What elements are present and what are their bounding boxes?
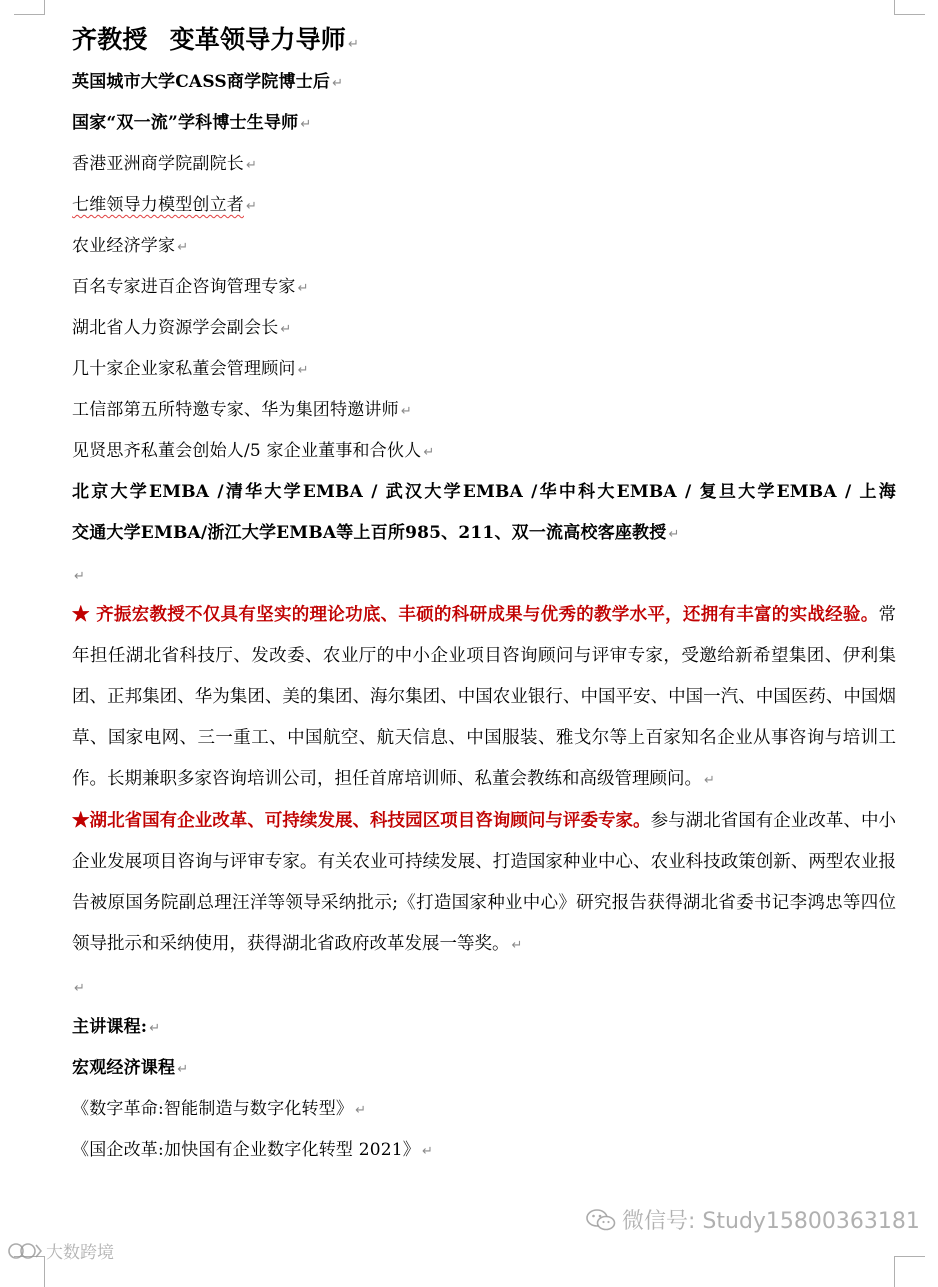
experience-body: 常年担任湖北省科技厅、发改委、农业厅的中小企业项目咨询顾问与评审专家，受邀给新希望集团、伊利集团、正邦集团、华为集团、美的集团、海尔集团、中国农业银行、中国平安、中国一汽、中国医药、中国烟草、国家电网、三一重工、中国航空、航天信息、中国服装、雅戈尔等上百家知名企业从事咨询与培训工作。长期兼职多家咨询培训公司，担任首席培训师、私董会教练和高级管理顾问。 bbox=[72, 605, 896, 789]
document-body[interactable] bbox=[72, 18, 896, 1171]
brand-watermark bbox=[8, 1238, 114, 1263]
crop-mark-bottom-right bbox=[894, 1256, 925, 1287]
paragraph-mark-icon: ↵ bbox=[297, 281, 309, 296]
credential-line: 百名专家进百企咨询管理专家 ↵ bbox=[72, 277, 309, 297]
paragraph-mark-icon: ↵ bbox=[297, 363, 309, 378]
wechat-id-text: 微信号: Study15800363181 bbox=[622, 1209, 920, 1234]
credential-line: 湖北省人力资源学会副会长 ↵ bbox=[72, 318, 292, 338]
course-category: 宏观经济课程 ↵ bbox=[72, 1058, 189, 1078]
paragraph-mark-icon: ↵ bbox=[422, 1144, 434, 1159]
paragraph-mark-icon: ↵ bbox=[149, 1021, 161, 1036]
consulting-body: 参与湖北省国有企业改革、中小企业发展项目咨询与评审专家。有关农业可持续发展、打造国家种业中心、农业科技政策创新、两型农业报告被原国务院副总理汪洋等领导采纳批示;《打造国家种业中心》研究报告获得湖北省委书记李鸿忠等四位领导批示和采纳使用，获得湖北省政府改革发展一等奖。 bbox=[72, 811, 897, 954]
course-item: 《国企改革:加快国有企业数字化转型 2021》 ↵ bbox=[72, 1140, 434, 1160]
credential-line: 几十家企业家私董会管理顾问 ↵ bbox=[72, 359, 309, 379]
paragraph-mark-icon: ↵ bbox=[177, 1062, 189, 1077]
title-name: 齐教授 bbox=[72, 25, 148, 54]
paragraph-mark-icon: ↵ bbox=[332, 76, 344, 91]
universities-line-1: 北京大学EMBA /清华大学EMBA / 武汉大学EMBA /华中科大EMBA / 复旦大学EMBA / 上海 bbox=[72, 482, 896, 502]
paragraph-mark-icon: ↵ bbox=[511, 938, 523, 953]
empty-paragraph bbox=[72, 966, 896, 1007]
courses-heading: 主讲课程: ↵ bbox=[72, 1017, 161, 1037]
credential-line: 七维领导力模型创立者 ↵ bbox=[72, 195, 258, 215]
universities-line-2: 交通大学EMBA/浙江大学EMBA等上百所985、211、双一流高校客座教授 ↵ bbox=[72, 523, 680, 543]
title-role: 变革领导力导师 bbox=[169, 25, 347, 54]
brand-text: 大数跨境 bbox=[46, 1243, 114, 1263]
page-title bbox=[72, 18, 896, 62]
experience-highlight: ★ 齐振宏教授不仅具有坚实的理论功底、丰硕的科研成果与优秀的教学水平，还拥有丰富的实战经验。 bbox=[72, 605, 879, 625]
consulting-paragraph bbox=[72, 801, 896, 966]
paragraph-mark-icon: ↵ bbox=[246, 158, 258, 173]
crop-mark-top-right bbox=[894, 0, 925, 15]
paragraph-mark-icon: ↵ bbox=[423, 445, 435, 460]
paragraph-mark-icon: ↵ bbox=[668, 527, 680, 542]
paragraph-mark-icon: ↵ bbox=[74, 569, 85, 584]
brand-logo-icon bbox=[8, 1241, 42, 1261]
paragraph-mark-icon: ↵ bbox=[704, 773, 715, 788]
course-item: 《数字革命:智能制造与数字化转型》 ↵ bbox=[72, 1099, 367, 1119]
credential-line: 香港亚洲商学院副院长 ↵ bbox=[72, 154, 258, 174]
credential-line: 农业经济学家 ↵ bbox=[72, 236, 189, 256]
paragraph-mark-icon: ↵ bbox=[348, 37, 360, 52]
crop-mark-top-left bbox=[14, 0, 45, 15]
paragraph-mark-icon: ↵ bbox=[400, 404, 412, 419]
credential-line: 工信部第五所特邀专家、华为集团特邀讲师 ↵ bbox=[72, 400, 412, 420]
paragraph-mark-icon: ↵ bbox=[74, 981, 85, 996]
credential-line: 国家“双一流”学科博士生导师 ↵ bbox=[72, 113, 312, 133]
paragraph-mark-icon: ↵ bbox=[177, 240, 189, 255]
wechat-icon bbox=[586, 1208, 616, 1232]
consulting-highlight: ★湖北省国有企业改革、可持续发展、科技园区项目咨询顾问与评委专家。 bbox=[72, 811, 651, 831]
paragraph-mark-icon: ↵ bbox=[246, 199, 258, 214]
empty-paragraph bbox=[72, 554, 896, 595]
paragraph-mark-icon: ↵ bbox=[355, 1103, 367, 1118]
paragraph-mark-icon: ↵ bbox=[300, 117, 312, 132]
credential-line: 英国城市大学CASS商学院博士后 ↵ bbox=[72, 72, 344, 92]
wechat-watermark bbox=[586, 1204, 920, 1235]
experience-paragraph bbox=[72, 595, 896, 801]
credential-line: 见贤思齐私董会创始人/5 家企业董事和合伙人 ↵ bbox=[72, 441, 435, 461]
paragraph-mark-icon: ↵ bbox=[280, 322, 292, 337]
